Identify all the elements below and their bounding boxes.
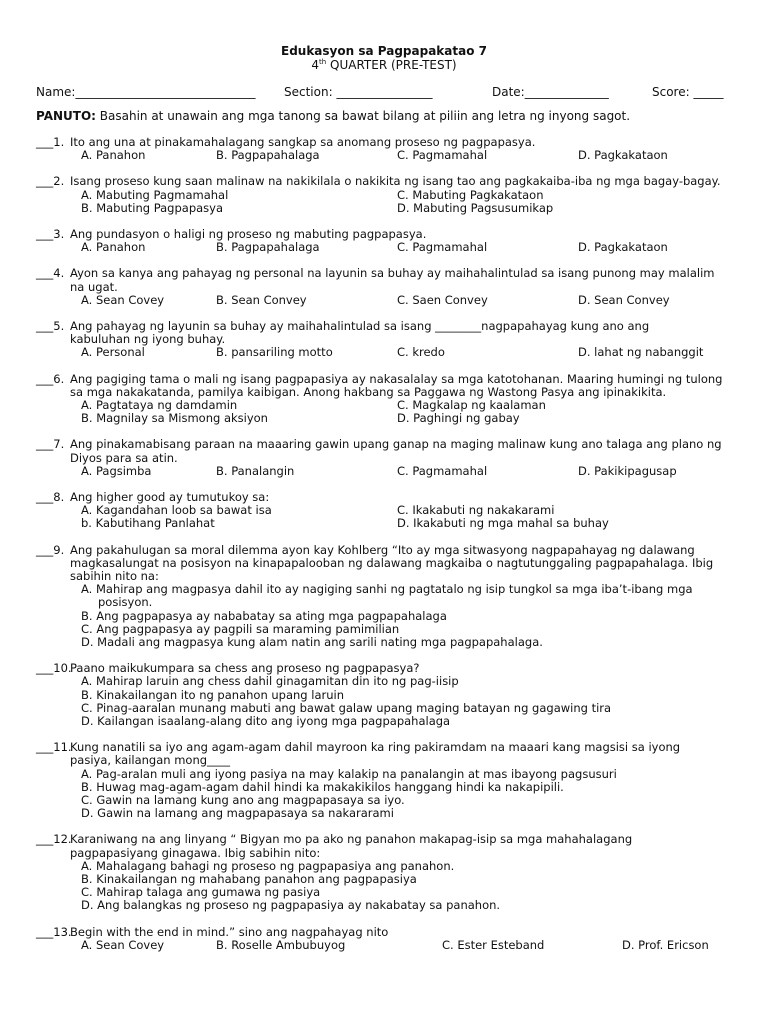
answer-choice[interactable]: D. Ikakabuti ng mga mahal sa buhay — [397, 516, 609, 531]
answer-choice[interactable]: B. Panalangin — [216, 463, 295, 478]
answer-choice[interactable]: C. Magkalap ng kaalaman — [397, 397, 546, 412]
answer-choice[interactable]: D. Madali ang magpasya kung alam natin ang sarili nating mga pagpapahalaga. — [81, 634, 543, 649]
answer-choice[interactable]: A. Sean Covey — [81, 292, 165, 307]
question-number: ___9. — [36, 542, 65, 557]
question-number: ___2. — [36, 174, 65, 189]
choice-row — [36, 465, 736, 478]
question-item — [36, 136, 736, 162]
answer-choice[interactable]: B. Kinakailangan ito ng panahon upang laruin — [81, 687, 345, 702]
question-list — [36, 136, 736, 965]
question-number: ___4. — [36, 266, 65, 281]
answer-choice[interactable]: B. Pagpapahalaga — [216, 148, 320, 163]
answer-choice[interactable]: C. Saen Convey — [397, 292, 488, 307]
answer-choice[interactable]: C. Pinag-aaralan munang mabuti ang bawat galaw upang maging batayan ng gagawing tira — [81, 700, 612, 715]
choice-row — [36, 294, 736, 307]
choice-row — [36, 412, 736, 425]
question-item — [36, 544, 736, 650]
question-text: ___9. Ang pakahulugan sa moral dilemma ayon kay Kohlberg “Ito ay mga sitwasyong nagpapahayag ng dalawang — [36, 542, 695, 557]
choice-row — [36, 241, 736, 254]
question-number: ___13. — [36, 924, 72, 939]
answer-choice[interactable]: B. Ang pagpapasya ay nababatay sa ating mga pagpapahalaga — [81, 608, 447, 623]
answer-choice[interactable]: A. Pag-aralan muli ang iyong pasiya na may kalakip na panalangin at mas ibayong pagsusuri — [81, 766, 617, 781]
answer-choice[interactable]: A. Pagsimba — [81, 463, 152, 478]
exam-subtitle — [0, 58, 768, 72]
question-number: ___1. — [36, 135, 65, 149]
answer-choice[interactable]: D. Pagkakataon — [578, 148, 668, 163]
question-item — [36, 373, 736, 426]
answer-choice[interactable]: B. Pagpapahalaga — [216, 240, 320, 255]
answer-choice[interactable]: C. Pagmamahal — [397, 240, 488, 255]
question-text-continued: pagpapasiyang ginagawa. Ibig sabihin nito: — [70, 845, 321, 860]
name-field[interactable]: Name:______________________________ — [36, 85, 256, 99]
answer-choice[interactable]: A. Mahirap ang magpasya dahil ito ay nagiging sanhi ng pagtatalo ng isip tungkol sa mga iba’t-ibang mga — [81, 582, 693, 597]
question-number: ___7. — [36, 437, 65, 452]
question-text: ___12. Karaniwang na ang linyang “ Bigyan mo pa ako ng panahon makapag-isip sa mga mahahalagang — [36, 832, 633, 847]
question-text: ___7. Ang pinakamabisang paraan na maaaring gawin upang ganap na maging malinaw kung ano talaga ang plano ng — [36, 437, 722, 452]
answer-choice[interactable]: A. Kagandahan loob sa bawat isa — [81, 503, 272, 518]
answer-choice[interactable]: B. pansariling motto — [216, 345, 333, 360]
question-text: ___13. Begin with the end in mind.” sino ang nagpahayag nito — [36, 924, 389, 939]
answer-choice[interactable]: A. Panahon — [81, 148, 146, 163]
question-item — [36, 741, 736, 820]
answer-choice[interactable]: C. kredo — [397, 345, 445, 360]
answer-choice[interactable]: A. Mabuting Pagmamahal — [81, 187, 229, 202]
answer-choice[interactable]: C. Pagmamahal — [397, 148, 488, 163]
exam-title: Edukasyon sa Pagpapakatao 7 — [281, 44, 487, 58]
score-field[interactable]: Score: _____ — [652, 85, 724, 99]
question-text: ___2. Isang proseso kung saan malinaw na nakikilala o nakikita ng isang tao ang pagkakaiba-iba ng mga bagay-bagay. — [36, 174, 721, 189]
choice-row — [36, 189, 736, 202]
question-text: ___11. Kung nanatili sa iyo ang agam-agam dahil mayroon ka ring pakiramdam na maaari kang magsisi sa iyong — [36, 740, 681, 755]
question-item — [36, 926, 736, 952]
answer-choice[interactable]: B. Kinakailangan ng mahabang panahon ang pagpapasiya — [81, 871, 417, 886]
choice-row — [36, 346, 736, 359]
answer-choice[interactable]: A. Pagtataya ng damdamin — [81, 397, 238, 412]
question-text: ___6. Ang pagiging tama o mali ng isang pagpapasiya ay nakasalalay sa mga katotohanan. Maaring humingi ng tulong — [36, 371, 723, 386]
answer-choice[interactable]: D. Pakikipagusap — [578, 463, 677, 478]
answer-choice[interactable]: C. Ester Esteband — [442, 937, 545, 952]
section-field[interactable]: Section: ________________ — [284, 85, 433, 99]
answer-choice[interactable]: A. Sean Covey — [81, 937, 165, 952]
answer-choice[interactable]: B. Huwag mag-agam-agam dahil hindi ka makakikilos hanggang hindi ka nakapipili. — [81, 779, 564, 794]
question-text: ___8. Ang higher good ay tumutukoy sa: — [36, 489, 270, 504]
question-text: ___10. Paano maikukumpara sa chess ang proseso ng pagpapasya? — [36, 661, 420, 676]
answer-choice[interactable]: D. Pagkakataon — [578, 240, 668, 255]
question-text-continued: Diyos para sa atin. — [70, 450, 178, 465]
question-number: ___10. — [36, 661, 72, 676]
choice-row — [36, 517, 736, 530]
quarter-label: QUARTER (PRE-TEST) — [326, 58, 457, 72]
question-text-continued: sa mga nakakatanda, pamilya kaibigan. Anong hakbang sa Paggawa ng Wastong Pasya ang ipinakikita. — [70, 384, 667, 399]
question-item — [36, 491, 736, 531]
answer-choice[interactable]: D. Mabuting Pagsusumikap — [397, 200, 554, 215]
answer-choice[interactable]: C. Mabuting Pagkakataon — [397, 187, 544, 202]
answer-choice[interactable]: D. Prof. Ericson — [622, 937, 709, 952]
question-text-continued: na ugat. — [70, 279, 118, 294]
quarter-number: 4 — [311, 58, 320, 72]
question-text-continued: magkasalungat na posisyon na kinapapalooban ng dalawang magkaiba o nagtutunggaling pagpapahalaga. Ibig — [70, 555, 714, 570]
question-text: ___3. Ang pundasyon o haligi ng proseso ng mabuting pagpapasya. — [36, 226, 427, 241]
answer-choice[interactable]: D. Ang balangkas ng proseso ng pagpapasiya ay nakabatay sa panahon. — [81, 898, 501, 913]
question-text: ___1. Ito ang una at pinakamahalagang sangkap sa anomang proseso ng pagpapasya. — [36, 135, 536, 149]
answer-choice[interactable]: A. Mahirap laruin ang chess dahil ginagamitan din ito ng pag-iisip — [81, 674, 459, 689]
answer-choice[interactable]: B. Roselle Ambubuyog — [216, 937, 346, 952]
question-number: ___6. — [36, 371, 65, 386]
question-text-continued: sabihin nito na: — [70, 568, 159, 583]
question-item — [36, 267, 736, 307]
date-field[interactable]: Date:______________ — [492, 85, 609, 99]
question-text: ___5. Ang pahayag ng layunin sa buhay ay maihahalintulad sa isang ________nagpapahayag kung ano ang — [36, 318, 650, 333]
answer-choice[interactable]: B. Mabuting Pagpapasya — [81, 200, 224, 215]
answer-choice[interactable]: C. Pagmamahal — [397, 463, 488, 478]
choice-row — [36, 149, 736, 162]
answer-choice[interactable]: C. Ikakabuti ng nakakarami — [397, 503, 555, 518]
instructions-label: PANUTO: — [36, 109, 96, 123]
question-number: ___5. — [36, 318, 65, 333]
answer-choice[interactable]: D. Sean Convey — [578, 292, 670, 307]
question-item — [36, 320, 736, 360]
answer-choice[interactable]: C. Gawin na lamang kung ano ang magpapasaya sa iyo. — [81, 792, 405, 807]
answer-choice-continued: posisyon. — [98, 595, 153, 610]
answer-choice[interactable]: A. Mahalagang bahagi ng proseso ng pagpapasiya ang panahon. — [81, 858, 455, 873]
question-item — [36, 175, 736, 215]
quarter-suffix: th — [319, 58, 327, 66]
question-text-continued: kabuluhan ng iyong buhay. — [70, 332, 226, 347]
answer-choice[interactable]: D. lahat ng nabanggit — [578, 345, 704, 360]
answer-choice[interactable]: b. Kabutihang Panlahat — [81, 516, 215, 531]
question-item — [36, 228, 736, 254]
question-number: ___3. — [36, 226, 65, 241]
answer-choice[interactable]: B. Magnilay sa Mismong aksiyon — [81, 411, 268, 426]
answer-choice[interactable]: B. Sean Convey — [216, 292, 307, 307]
question-number: ___8. — [36, 489, 65, 504]
instructions — [36, 109, 630, 123]
answer-choice[interactable]: C. Ang pagpapasya ay pagpili sa maraming pamimilian — [81, 621, 400, 636]
question-text: ___4. Ayon sa kanya ang pahayag ng personal na layunin sa buhay ay maihahalintulad sa isang punong may malalim — [36, 266, 715, 281]
question-text-continued: pasiya, kailangan mong____ — [70, 753, 231, 768]
question-item — [36, 662, 736, 728]
question-item — [36, 833, 736, 912]
answer-choice[interactable]: A. Panahon — [81, 240, 146, 255]
answer-choice[interactable]: D. Paghingi ng gabay — [397, 411, 520, 426]
choice-row — [36, 939, 736, 952]
answer-choice[interactable]: A. Personal — [81, 345, 145, 360]
answer-choice[interactable]: D. Kailangan isaalang-alang dito ang iyong mga pagpapahalaga — [81, 713, 451, 728]
instructions-text: Basahin at unawain ang mga tanong sa bawat bilang at piliin ang letra ng inyong sagot. — [95, 109, 631, 123]
question-number: ___11. — [36, 740, 72, 755]
choice-row — [36, 202, 736, 215]
answer-choice[interactable]: D. Gawin na lamang ang magpapasaya sa nakararami — [81, 806, 394, 821]
question-item — [36, 438, 736, 478]
question-number: ___12. — [36, 832, 72, 847]
answer-choice[interactable]: C. Mahirap talaga ang gumawa ng pasiya — [81, 885, 321, 900]
